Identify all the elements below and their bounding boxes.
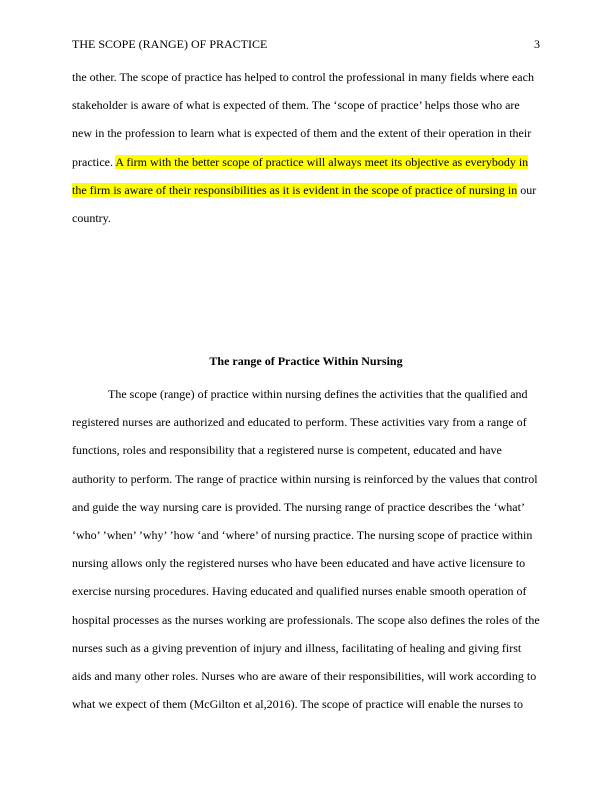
page-number: 3 [534, 37, 540, 51]
page-header [72, 36, 540, 52]
paragraph-text-end: our country. [72, 182, 537, 226]
section-heading: The range of Practice Within Nursing [209, 354, 403, 368]
highlighted-text: A firm with the better scope of practice will always meet its objective as everybody in the firm is aware of their responsibilities as it is evident in the scope of practice of nursing in [72, 154, 529, 197]
running-head: THE SCOPE (RANGE) OF PRACTICE [72, 37, 268, 51]
section-paragraph: The scope (range) of practice within nursing defines the activities that the qualified and registered nurses are authorized and educated to perform. These activities vary from a range of functions, roles and responsibility that a registered nurse is competent, educated and have authority to perform. The range of practice within nursing is reinforced by the values that control and guide the way nursing care is provided. The nursing range of practice describes the ‘what’ ‘who’ ’when’ ’why’ ’how ‘and ‘where’ of nursing practice. The nursing scope of practice within nursing allows only the registered nurses who have been educated and have active licensure to exercise nursing procedures. Having educated and qualified nurses enable smooth operation of hospital processes as the nurses working are professionals. The scope also defines the roles of the nurses such as a giving prevention of injury and illness, facilitating of healing and giving first aids and many other roles. Nurses who are aware of their responsibilities, will work according to what we expect of them (McGilton et al,2016). The scope of practice will enable the nurses to [72, 387, 540, 712]
body-paragraph [72, 63, 542, 232]
paragraph-text: the other. The scope of practice has helped to control the professional in many fields where each stakeholder is aware of what is expected of them. The ‘scope of practice’ helps those who are new in the profession to learn what is expected of them and the extent of their operation in their practice. [72, 70, 534, 169]
